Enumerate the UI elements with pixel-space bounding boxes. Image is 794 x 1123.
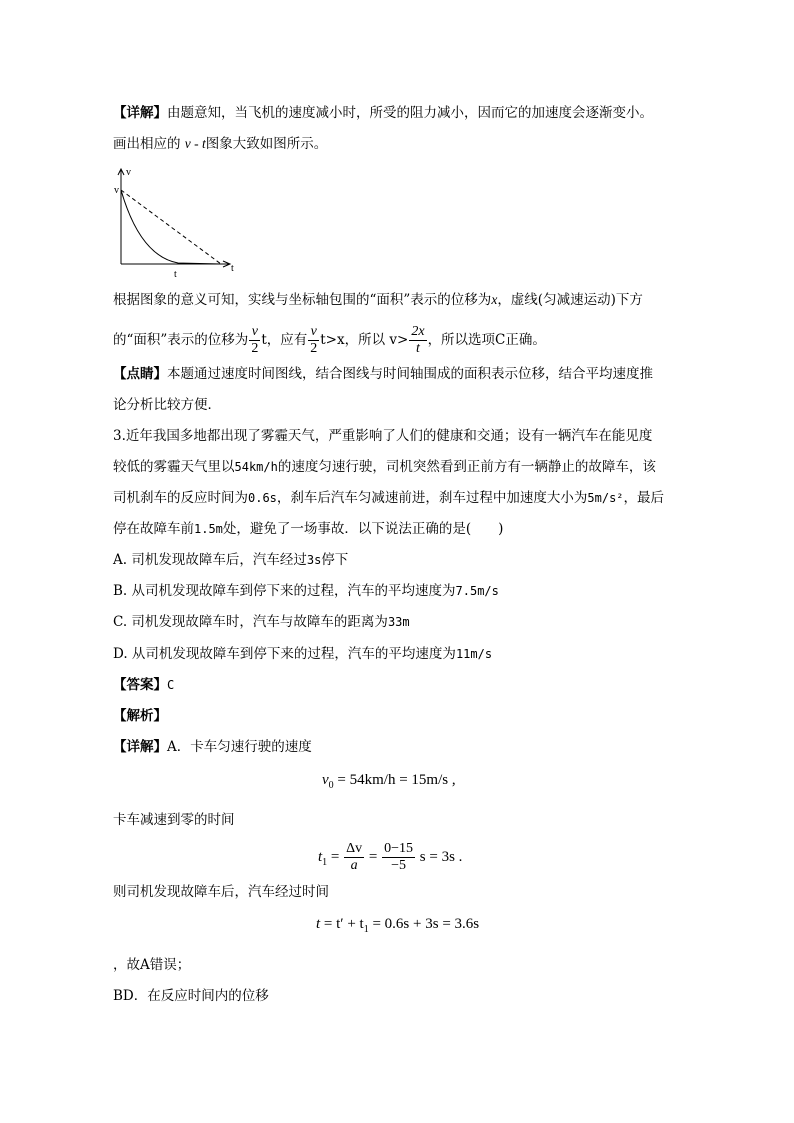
x-tick-label: t	[174, 269, 177, 280]
dianjing-line-1	[113, 364, 653, 384]
text-segment: t，应有	[261, 332, 308, 348]
text-segment: 图象大致如图所示。	[205, 136, 328, 152]
detail-paragraph-1-line2	[113, 134, 327, 154]
question-3-line-4	[113, 519, 503, 539]
dianjing-text: 本题通过速度时间图线，结合图线与时间轴围成的面积表示位移，结合平均速度推	[167, 366, 653, 382]
detail-tag: 【详解】	[113, 105, 167, 121]
fraction-2x-over-t	[409, 324, 426, 357]
vt-variable: v - t	[184, 136, 206, 151]
equation-text: s = 3s .	[419, 849, 463, 865]
fraction-denominator: 2	[310, 341, 318, 356]
text-segment: 的“面积”表示的位移为	[113, 332, 249, 348]
detail-line-2	[113, 810, 235, 830]
text-segment: t>x，所以 v>	[320, 332, 409, 348]
equation-t1: $t_1$ = $\frac{\Delta v}{a}$ = $\frac{0-15}{-5}$ s = 3s .	[318, 841, 463, 874]
dianjing-tag: 【点睛】	[113, 366, 167, 382]
question-text: 3.近年我国多地都出现了雾霾天气，严重影响了人们的健康和交通；设有一辆汽车在能见度	[113, 428, 653, 444]
answer-line	[113, 675, 174, 695]
equation-v0: $v_0 = 54km/h = 15m/s$ ,	[322, 772, 456, 791]
text-segment: ，虚线(匀减速运动)下方	[497, 292, 643, 308]
option-value: 7.5m/s	[455, 584, 499, 598]
fraction-denominator: a	[350, 858, 358, 874]
detail-line-1	[113, 737, 312, 757]
dianjing-line-2	[113, 395, 221, 415]
fraction-numerator: Δv	[346, 841, 363, 857]
equation-text: = 0.6s + 3s = 3.6s	[368, 916, 480, 932]
text-segment: 司机刹车的反应时间为	[113, 490, 248, 506]
acceleration-value: 5m/s²	[587, 491, 624, 505]
x-axis-label: t	[231, 263, 234, 274]
reaction-time-value: 0.6s	[248, 491, 277, 505]
text-segment: ，最后	[623, 490, 665, 506]
equation-text: = 54km/h = 15m/s ,	[337, 772, 456, 788]
text-segment: 较低的雾霾天气里以	[113, 459, 235, 475]
fraction-denominator: t	[416, 341, 420, 356]
text-segment: 根据图象的意义可知，实线与坐标轴包围的“面积”表示的位移为	[113, 292, 492, 308]
text-segment: 的速度匀速行驶，司机突然看到正前方有一辆静止的故障车，该	[277, 459, 656, 475]
fraction-denominator: −5	[391, 858, 407, 874]
fraction-numeric	[382, 841, 415, 874]
text-segment: ，刹车后汽车匀减速前进，刹车过程中加速度大小为	[276, 490, 588, 506]
detail-tag: 【详解】	[113, 739, 167, 755]
detail-paragraph-1	[113, 103, 653, 123]
detail-text: BD．在反应时间内的位移	[113, 988, 269, 1004]
option-text: 停下	[321, 552, 349, 568]
equation-text: = t′ + t	[323, 916, 364, 932]
option-text: A. 司机发现故障车后，汽车经过	[113, 552, 307, 568]
option-value: 33m	[387, 615, 410, 629]
analysis-tag: 【解析】	[113, 708, 167, 724]
fraction-dv-over-a	[344, 841, 364, 874]
option-value: 11m/s	[455, 647, 493, 661]
question-3-line-2	[113, 457, 656, 477]
distance-value: 1.5m	[194, 522, 223, 536]
detail-text: A．卡车匀速行驶的速度	[167, 739, 312, 755]
answer-value: C	[167, 678, 175, 692]
option-d	[113, 644, 492, 664]
option-value: 3s	[306, 553, 322, 567]
option-c	[113, 612, 410, 632]
question-3-line-3	[113, 488, 664, 508]
detail-line-5	[113, 986, 269, 1006]
detail-text: 则司机发现故障车后，汽车经过时间	[113, 884, 329, 900]
fraction-v-over-2	[308, 324, 319, 357]
detail-text: 卡车减速到零的时间	[113, 812, 235, 828]
vt-graph	[108, 162, 243, 282]
option-text: C. 司机发现故障车时，汽车与故障车的距离为	[113, 614, 388, 630]
detail-text: ，故A错误；	[113, 957, 191, 973]
answer-tag: 【答案】	[113, 677, 167, 693]
text-segment: 停在故障车前	[113, 521, 194, 537]
y-tick-label: v	[114, 185, 119, 196]
detail-line-3	[113, 882, 329, 902]
explanation-line-1	[113, 290, 643, 310]
text-segment: 画出相应的	[113, 136, 181, 152]
fraction-v-over-2	[249, 324, 260, 357]
option-a	[113, 550, 348, 570]
fraction-numerator: 0−15	[384, 841, 414, 857]
speed-value: 54km/h	[234, 460, 278, 474]
option-text: D. 从司机发现故障车到停下来的过程，汽车的平均速度为	[113, 646, 456, 662]
fraction-numerator: v	[308, 324, 319, 341]
explanation-line-2	[113, 320, 546, 360]
fraction-numerator: 2x	[411, 324, 425, 339]
x-variable: x	[491, 292, 498, 307]
option-text: B. 从司机发现故障车到停下来的过程，汽车的平均速度为	[113, 583, 456, 599]
option-b	[113, 581, 499, 601]
fraction-denominator: 2	[251, 341, 259, 356]
equation-t-total: $t = t' + t_1 = 0.6s + 3s = 3.6s$	[316, 916, 480, 935]
text-segment: 处，避免了一场事故．以下说法正确的是( )	[222, 521, 504, 537]
detail-text: 由题意知，当飞机的速度减小时，所受的阻力减小，因而它的加速度会逐渐变小。	[167, 105, 653, 121]
text-segment: ，所以选项C正确。	[427, 332, 546, 348]
dianjing-text: 论分析比较方便．	[113, 397, 221, 413]
detail-line-4	[113, 955, 190, 975]
y-axis-label: v	[126, 167, 131, 178]
question-3-line-1	[113, 426, 652, 446]
analysis-line	[113, 706, 167, 726]
fraction-numerator: v	[249, 324, 260, 341]
